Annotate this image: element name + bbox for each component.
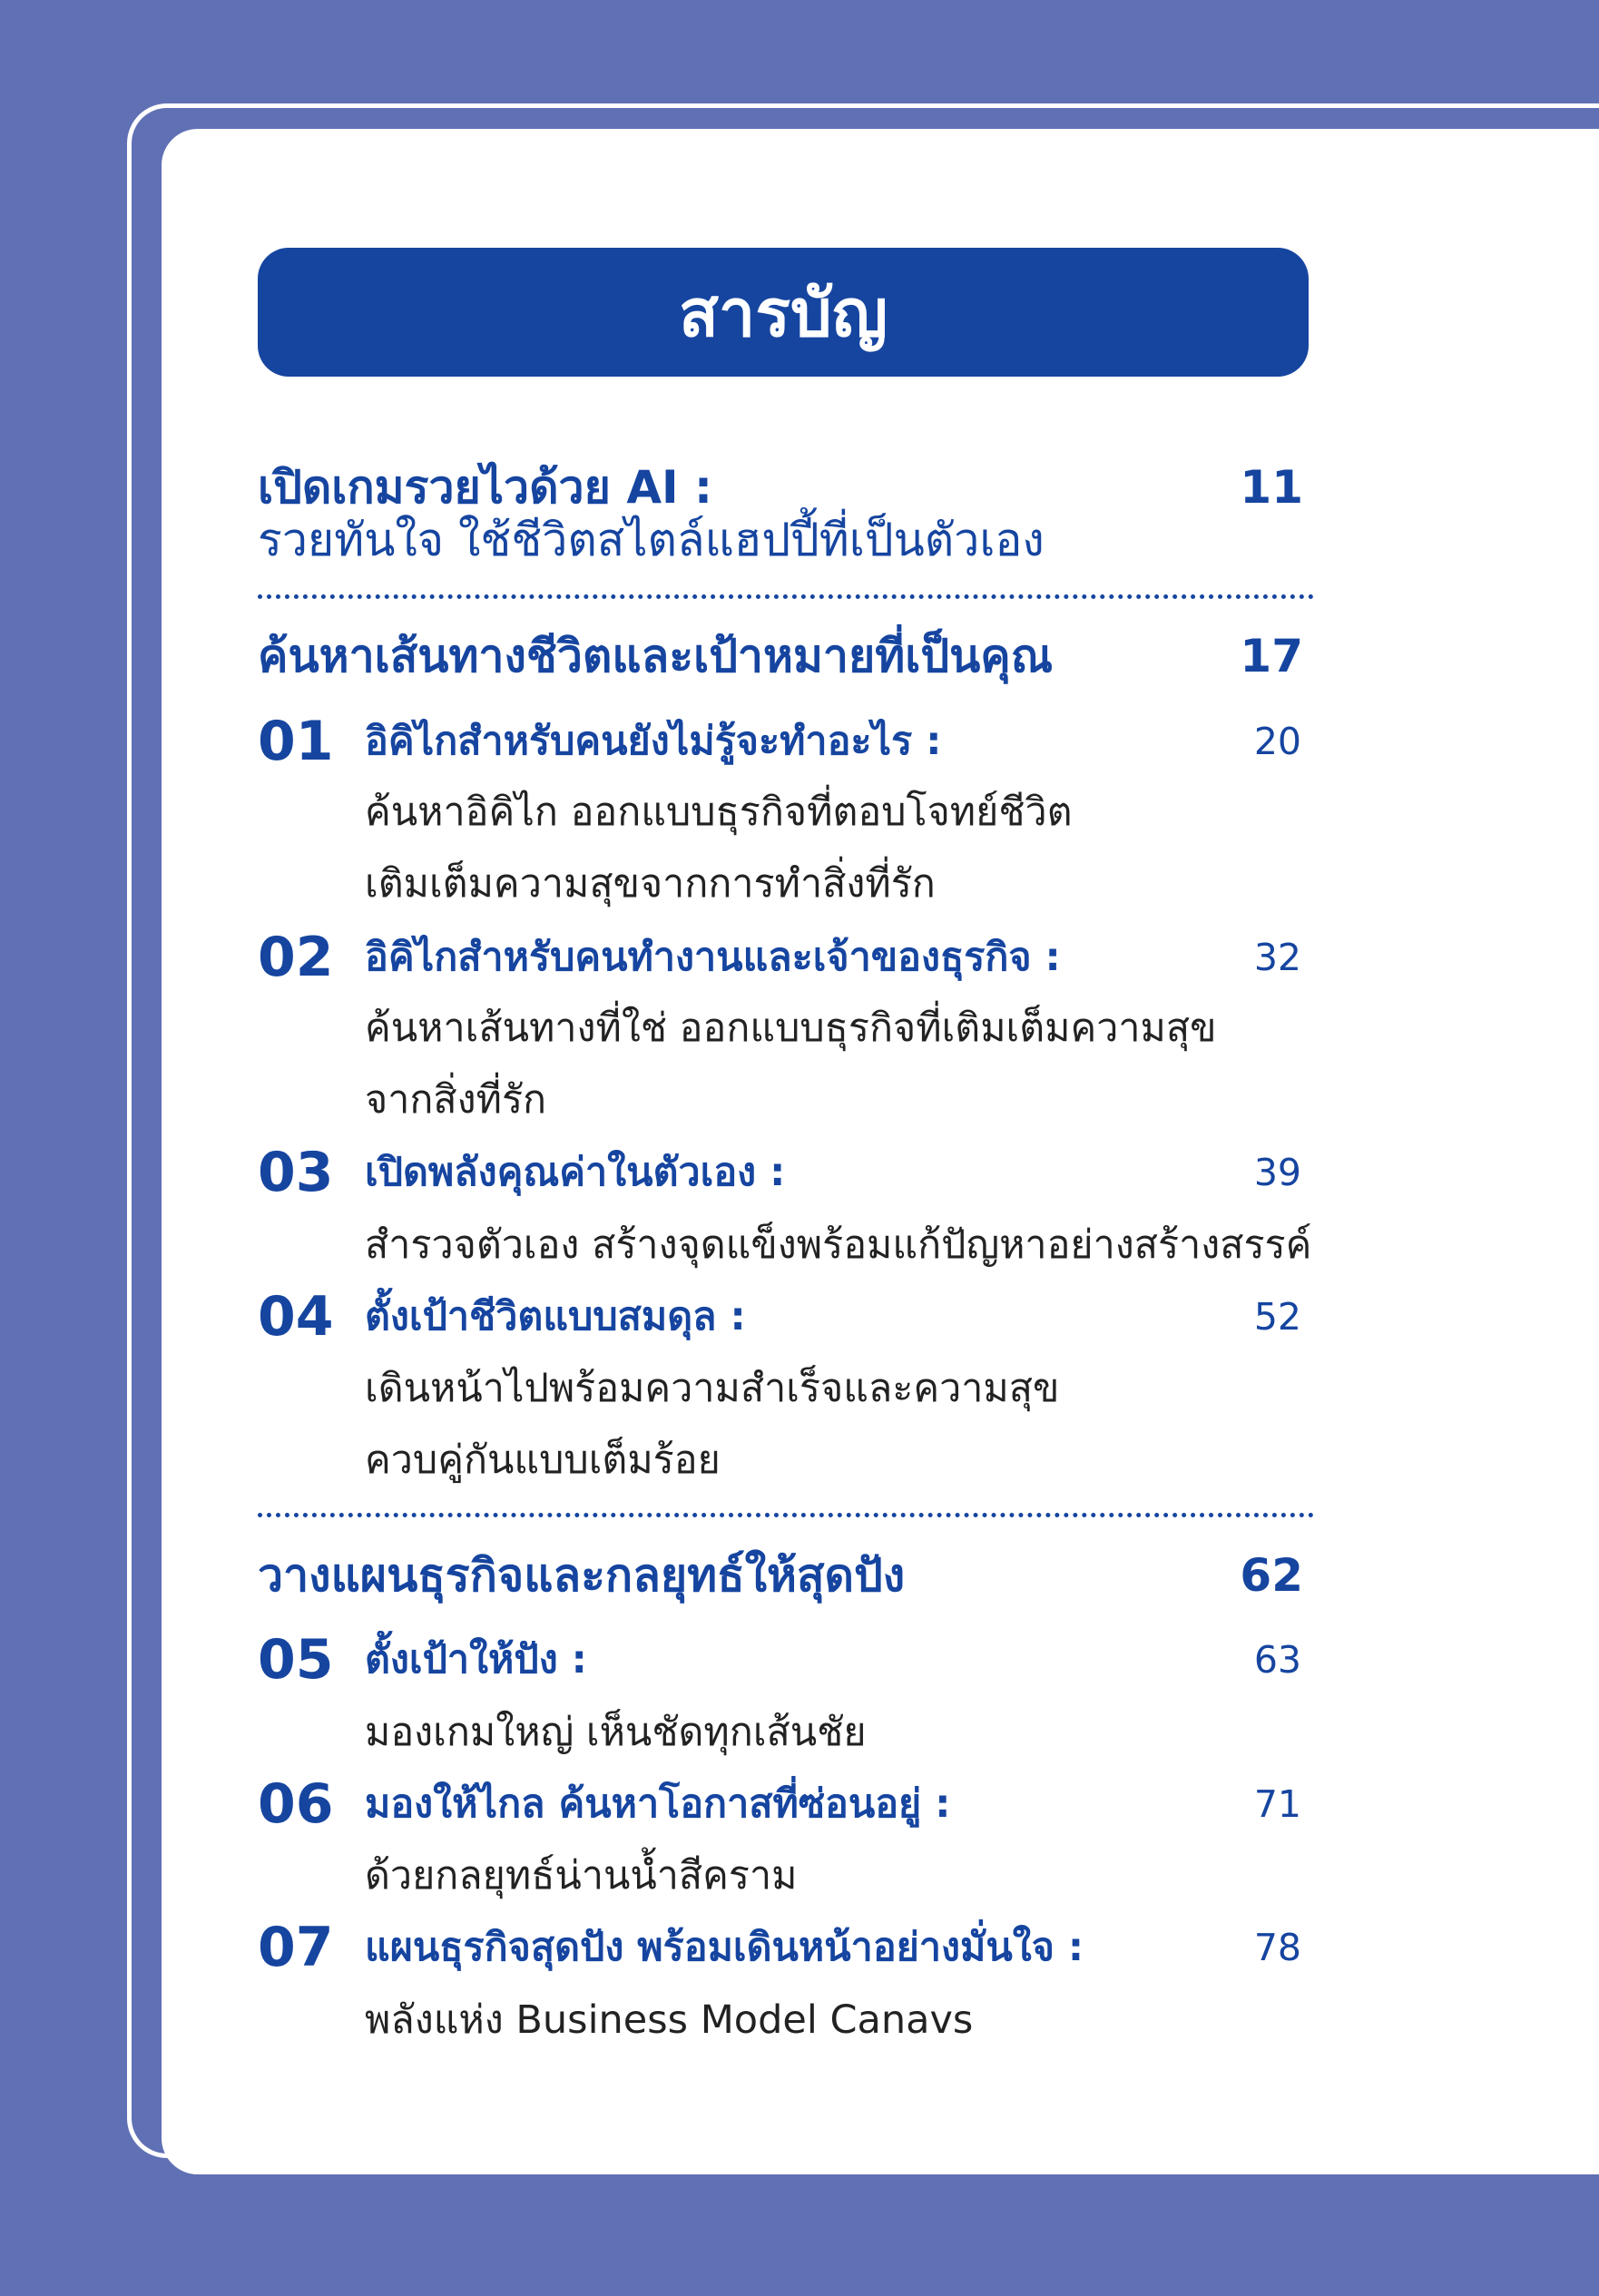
chapter-title[interactable]: มองให้ไกล ค้นหาโอกาสที่ซ่อนอยู่ : — [365, 1781, 951, 1827]
chapter-page: 39 — [1253, 1151, 1301, 1194]
part-entry[interactable] — [258, 1547, 1303, 1604]
chapter-number: 04 — [258, 1285, 334, 1349]
chapter-title[interactable]: อิคิไกสำหรับคนทำงานและเจ้าของธุรกิจ : — [365, 935, 1061, 980]
intro-page: 11 — [1240, 461, 1303, 514]
chapter-page: 71 — [1253, 1782, 1301, 1826]
chapter-title[interactable]: แผนธุรกิจสุดปัง พร้อมเดินหน้าอย่างมั่นใจ : — [365, 1925, 1084, 1970]
part-page: 62 — [1240, 1549, 1303, 1602]
chapter-number: 07 — [258, 1916, 334, 1979]
intro-title: เปิดเกมรวยไวด้วย AI : — [258, 461, 713, 514]
chapter-title[interactable]: ตั้งเป้าให้ปัง : — [365, 1637, 587, 1683]
intro-entry[interactable] — [258, 459, 1303, 515]
part-title: วางแผนธุรกิจและกลยุทธ์ให้สุดปัง — [258, 1549, 906, 1602]
chapter-page: 52 — [1253, 1295, 1301, 1339]
chapter-subtitle: ค้นหาอิคิไก ออกแบบธุรกิจที่ตอบโจทย์ชีวิต — [365, 790, 1073, 835]
intro-subtitle: รวยทันใจ ใช้ชีวิตสไตล์แฮปปี้ที่เป็นตัวเอง — [258, 514, 1045, 566]
chapter-number: 02 — [258, 926, 334, 989]
chapter-title[interactable]: อิคิไกสำหรับคนยังไม่รู้จะทำอะไร : — [365, 719, 942, 764]
part-page: 17 — [1240, 630, 1303, 682]
chapter-subtitle: ควบคู่กันแบบเต็มร้อย — [365, 1437, 721, 1483]
chapter-number: 01 — [258, 710, 334, 773]
part-title: ค้นหาเส้นทางชีวิตและเป้าหมายที่เป็นคุณ — [258, 630, 1054, 682]
chapter-page: 78 — [1253, 1926, 1301, 1969]
chapter-subtitle: เติมเต็มความสุขจากการทำสิ่งที่รัก — [365, 861, 936, 907]
chapter-subtitle: เดินหน้าไปพร้อมความสำเร็จและความสุข — [365, 1366, 1060, 1411]
dotted-divider — [258, 594, 1314, 599]
chapter-subtitle: ด้วยกลยุทธ์น่านน้ำสีคราม — [365, 1853, 798, 1899]
toc-title-banner — [258, 248, 1309, 377]
chapter-subtitle: มองเกมใหญ่ เห็นชัดทุกเส้นชัย — [365, 1710, 867, 1755]
chapter-number: 03 — [258, 1141, 334, 1204]
dotted-divider — [258, 1513, 1314, 1517]
chapter-page: 32 — [1253, 936, 1301, 979]
part-entry[interactable] — [258, 628, 1303, 684]
chapter-number: 06 — [258, 1772, 334, 1836]
chapter-title[interactable]: เปิดพลังคุณค่าในตัวเอง : — [365, 1150, 786, 1195]
chapter-subtitle: ค้นหาเส้นทางที่ใช่ ออกแบบธุรกิจที่เติมเต็มความสุข — [365, 1006, 1217, 1051]
chapter-page: 20 — [1253, 720, 1301, 763]
chapter-subtitle: พลังแห่ง Business Model Canavs — [365, 1997, 974, 2043]
page-title: สารบัญ — [678, 274, 888, 351]
chapter-number: 05 — [258, 1628, 334, 1692]
chapter-subtitle: จากสิ่งที่รัก — [365, 1077, 547, 1123]
chapter-title[interactable]: ตั้งเป้าชีวิตแบบสมดุล : — [365, 1294, 746, 1339]
chapter-page: 63 — [1253, 1638, 1301, 1682]
chapter-subtitle: สำรวจตัวเอง สร้างจุดแข็งพร้อมแก้ปัญหาอย่างสร้างสรรค์ — [365, 1222, 1312, 1268]
